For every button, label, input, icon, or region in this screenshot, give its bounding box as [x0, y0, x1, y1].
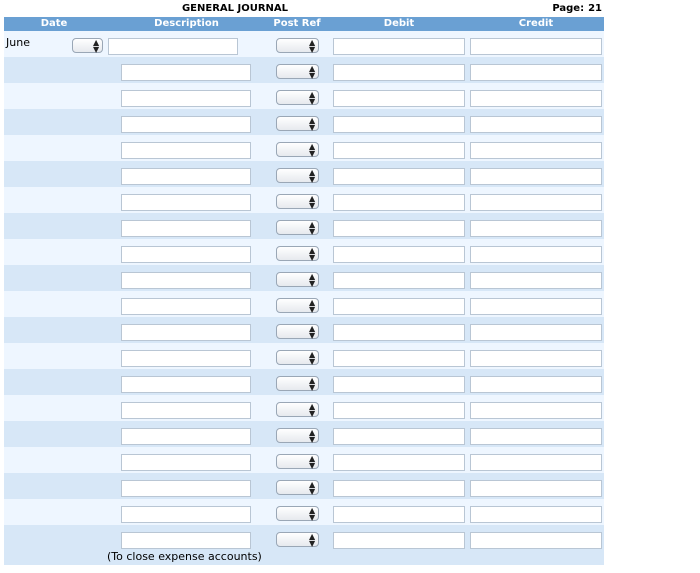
debit-column-header: Debit — [383, 18, 415, 29]
description-input[interactable] — [121, 532, 251, 549]
debit-input[interactable] — [333, 142, 465, 159]
description-input[interactable] — [121, 428, 251, 445]
credit-input[interactable] — [470, 194, 602, 211]
column-header-row — [4, 17, 604, 31]
description-input[interactable] — [121, 324, 251, 341]
journal-row — [4, 161, 604, 187]
post-ref-select[interactable] — [276, 64, 319, 79]
journal-rows — [4, 31, 604, 551]
debit-input[interactable] — [333, 298, 465, 315]
updown-arrows-icon: ▲ ▼ — [309, 142, 316, 158]
updown-arrows-icon: ▲ ▼ — [309, 116, 316, 132]
updown-arrows-icon: ▲ ▼ — [309, 90, 316, 106]
post-ref-select[interactable] — [276, 38, 319, 53]
journal-row — [4, 395, 604, 421]
journal-title: GENERAL JOURNAL — [181, 3, 289, 14]
updown-arrows-icon: ▲ ▼ — [309, 220, 316, 236]
debit-input[interactable] — [333, 246, 465, 263]
post-ref-select[interactable] — [276, 90, 319, 105]
debit-input[interactable] — [333, 38, 465, 55]
page-number: 21 — [588, 3, 602, 14]
updown-arrows-icon: ▲ ▼ — [309, 402, 316, 418]
credit-input[interactable] — [470, 480, 602, 497]
description-input[interactable] — [121, 220, 251, 237]
journal-row — [4, 187, 604, 213]
journal-row — [4, 265, 604, 291]
description-input[interactable] — [121, 116, 251, 133]
post-ref-select[interactable] — [276, 454, 319, 469]
journal-row — [4, 213, 604, 239]
debit-input[interactable] — [333, 116, 465, 133]
description-input[interactable] — [121, 350, 251, 367]
journal-row — [4, 57, 604, 83]
post-ref-select[interactable] — [276, 220, 319, 235]
updown-arrows-icon: ▲ ▼ — [93, 38, 100, 54]
credit-input[interactable] — [470, 376, 602, 393]
journal-row — [4, 239, 604, 265]
description-input[interactable] — [121, 272, 251, 289]
debit-input[interactable] — [333, 324, 465, 341]
journal-row — [4, 31, 604, 57]
description-input[interactable] — [121, 142, 251, 159]
post-ref-select[interactable] — [276, 272, 319, 287]
credit-input[interactable] — [470, 272, 602, 289]
updown-arrows-icon: ▲ ▼ — [309, 64, 316, 80]
debit-input[interactable] — [333, 506, 465, 523]
description-input[interactable] — [121, 506, 251, 523]
post-ref-select[interactable] — [276, 350, 319, 365]
debit-input[interactable] — [333, 64, 465, 81]
post-ref-select[interactable] — [276, 376, 319, 391]
post-ref-select[interactable] — [276, 298, 319, 313]
post-ref-select[interactable] — [276, 168, 319, 183]
credit-input[interactable] — [470, 38, 602, 55]
journal-row — [4, 369, 604, 395]
updown-arrows-icon: ▲ ▼ — [309, 506, 316, 522]
updown-arrows-icon: ▲ ▼ — [309, 428, 316, 444]
post-ref-select[interactable] — [276, 324, 319, 339]
credit-input[interactable] — [470, 506, 602, 523]
credit-input[interactable] — [470, 402, 602, 419]
credit-input[interactable] — [470, 324, 602, 341]
memo-text: (To close expense accounts) — [107, 550, 262, 563]
credit-input[interactable] — [470, 298, 602, 315]
debit-input[interactable] — [333, 90, 465, 107]
credit-input[interactable] — [470, 116, 602, 133]
credit-column-header: Credit — [518, 18, 554, 29]
post-ref-select[interactable] — [276, 532, 319, 547]
journal-row — [4, 525, 604, 551]
credit-input[interactable] — [470, 90, 602, 107]
post-ref-select[interactable] — [276, 402, 319, 417]
credit-input[interactable] — [470, 350, 602, 367]
journal-row — [4, 343, 604, 369]
updown-arrows-icon: ▲ ▼ — [309, 38, 316, 54]
updown-arrows-icon: ▲ ▼ — [309, 480, 316, 496]
debit-input[interactable] — [333, 454, 465, 471]
journal-row — [4, 135, 604, 161]
description-input[interactable] — [108, 38, 238, 55]
memo-row — [4, 549, 604, 565]
date-day-select[interactable] — [72, 38, 103, 53]
post-ref-select[interactable] — [276, 246, 319, 261]
description-input[interactable] — [121, 168, 251, 185]
date-column-header: Date — [40, 18, 68, 29]
credit-input[interactable] — [470, 168, 602, 185]
post-ref-column-header: Post Ref — [273, 18, 321, 29]
debit-input[interactable] — [333, 428, 465, 445]
journal-row — [4, 83, 604, 109]
description-input[interactable] — [121, 376, 251, 393]
updown-arrows-icon: ▲ ▼ — [309, 246, 316, 262]
updown-arrows-icon: ▲ ▼ — [309, 350, 316, 366]
journal-row — [4, 317, 604, 343]
description-input[interactable] — [121, 64, 251, 81]
date-month-label: June — [6, 36, 30, 49]
post-ref-select[interactable] — [276, 506, 319, 521]
updown-arrows-icon: ▲ ▼ — [309, 298, 316, 314]
updown-arrows-icon: ▲ ▼ — [309, 272, 316, 288]
description-input[interactable] — [121, 298, 251, 315]
debit-input[interactable] — [333, 272, 465, 289]
updown-arrows-icon: ▲ ▼ — [309, 454, 316, 470]
debit-input[interactable] — [333, 350, 465, 367]
credit-input[interactable] — [470, 428, 602, 445]
credit-input[interactable] — [470, 64, 602, 81]
journal-row — [4, 291, 604, 317]
updown-arrows-icon: ▲ ▼ — [309, 194, 316, 210]
debit-input[interactable] — [333, 220, 465, 237]
debit-input[interactable] — [333, 376, 465, 393]
credit-input[interactable] — [470, 220, 602, 237]
debit-input[interactable] — [333, 532, 465, 549]
description-input[interactable] — [121, 454, 251, 471]
page-label: Page: — [552, 3, 585, 14]
updown-arrows-icon: ▲ ▼ — [309, 324, 316, 340]
description-input[interactable] — [121, 246, 251, 263]
description-input[interactable] — [121, 194, 251, 211]
description-input[interactable] — [121, 402, 251, 419]
page-indicator — [540, 3, 602, 14]
description-input[interactable] — [121, 480, 251, 497]
credit-input[interactable] — [470, 532, 602, 549]
debit-input[interactable] — [333, 194, 465, 211]
credit-input[interactable] — [470, 246, 602, 263]
updown-arrows-icon: ▲ ▼ — [309, 376, 316, 392]
post-ref-select[interactable] — [276, 142, 319, 157]
post-ref-select[interactable] — [276, 428, 319, 443]
debit-input[interactable] — [333, 480, 465, 497]
debit-input[interactable] — [333, 402, 465, 419]
credit-input[interactable] — [470, 142, 602, 159]
updown-arrows-icon: ▲ ▼ — [309, 168, 316, 184]
journal-row — [4, 447, 604, 473]
credit-input[interactable] — [470, 454, 602, 471]
journal-row — [4, 499, 604, 525]
journal-row — [4, 109, 604, 135]
updown-arrows-icon: ▲ ▼ — [309, 532, 316, 548]
description-column-header: Description — [154, 18, 219, 29]
debit-input[interactable] — [333, 168, 465, 185]
description-input[interactable] — [121, 90, 251, 107]
post-ref-select[interactable] — [276, 480, 319, 495]
post-ref-select[interactable] — [276, 116, 319, 131]
post-ref-select[interactable] — [276, 194, 319, 209]
journal-row — [4, 421, 604, 447]
journal-row — [4, 473, 604, 499]
